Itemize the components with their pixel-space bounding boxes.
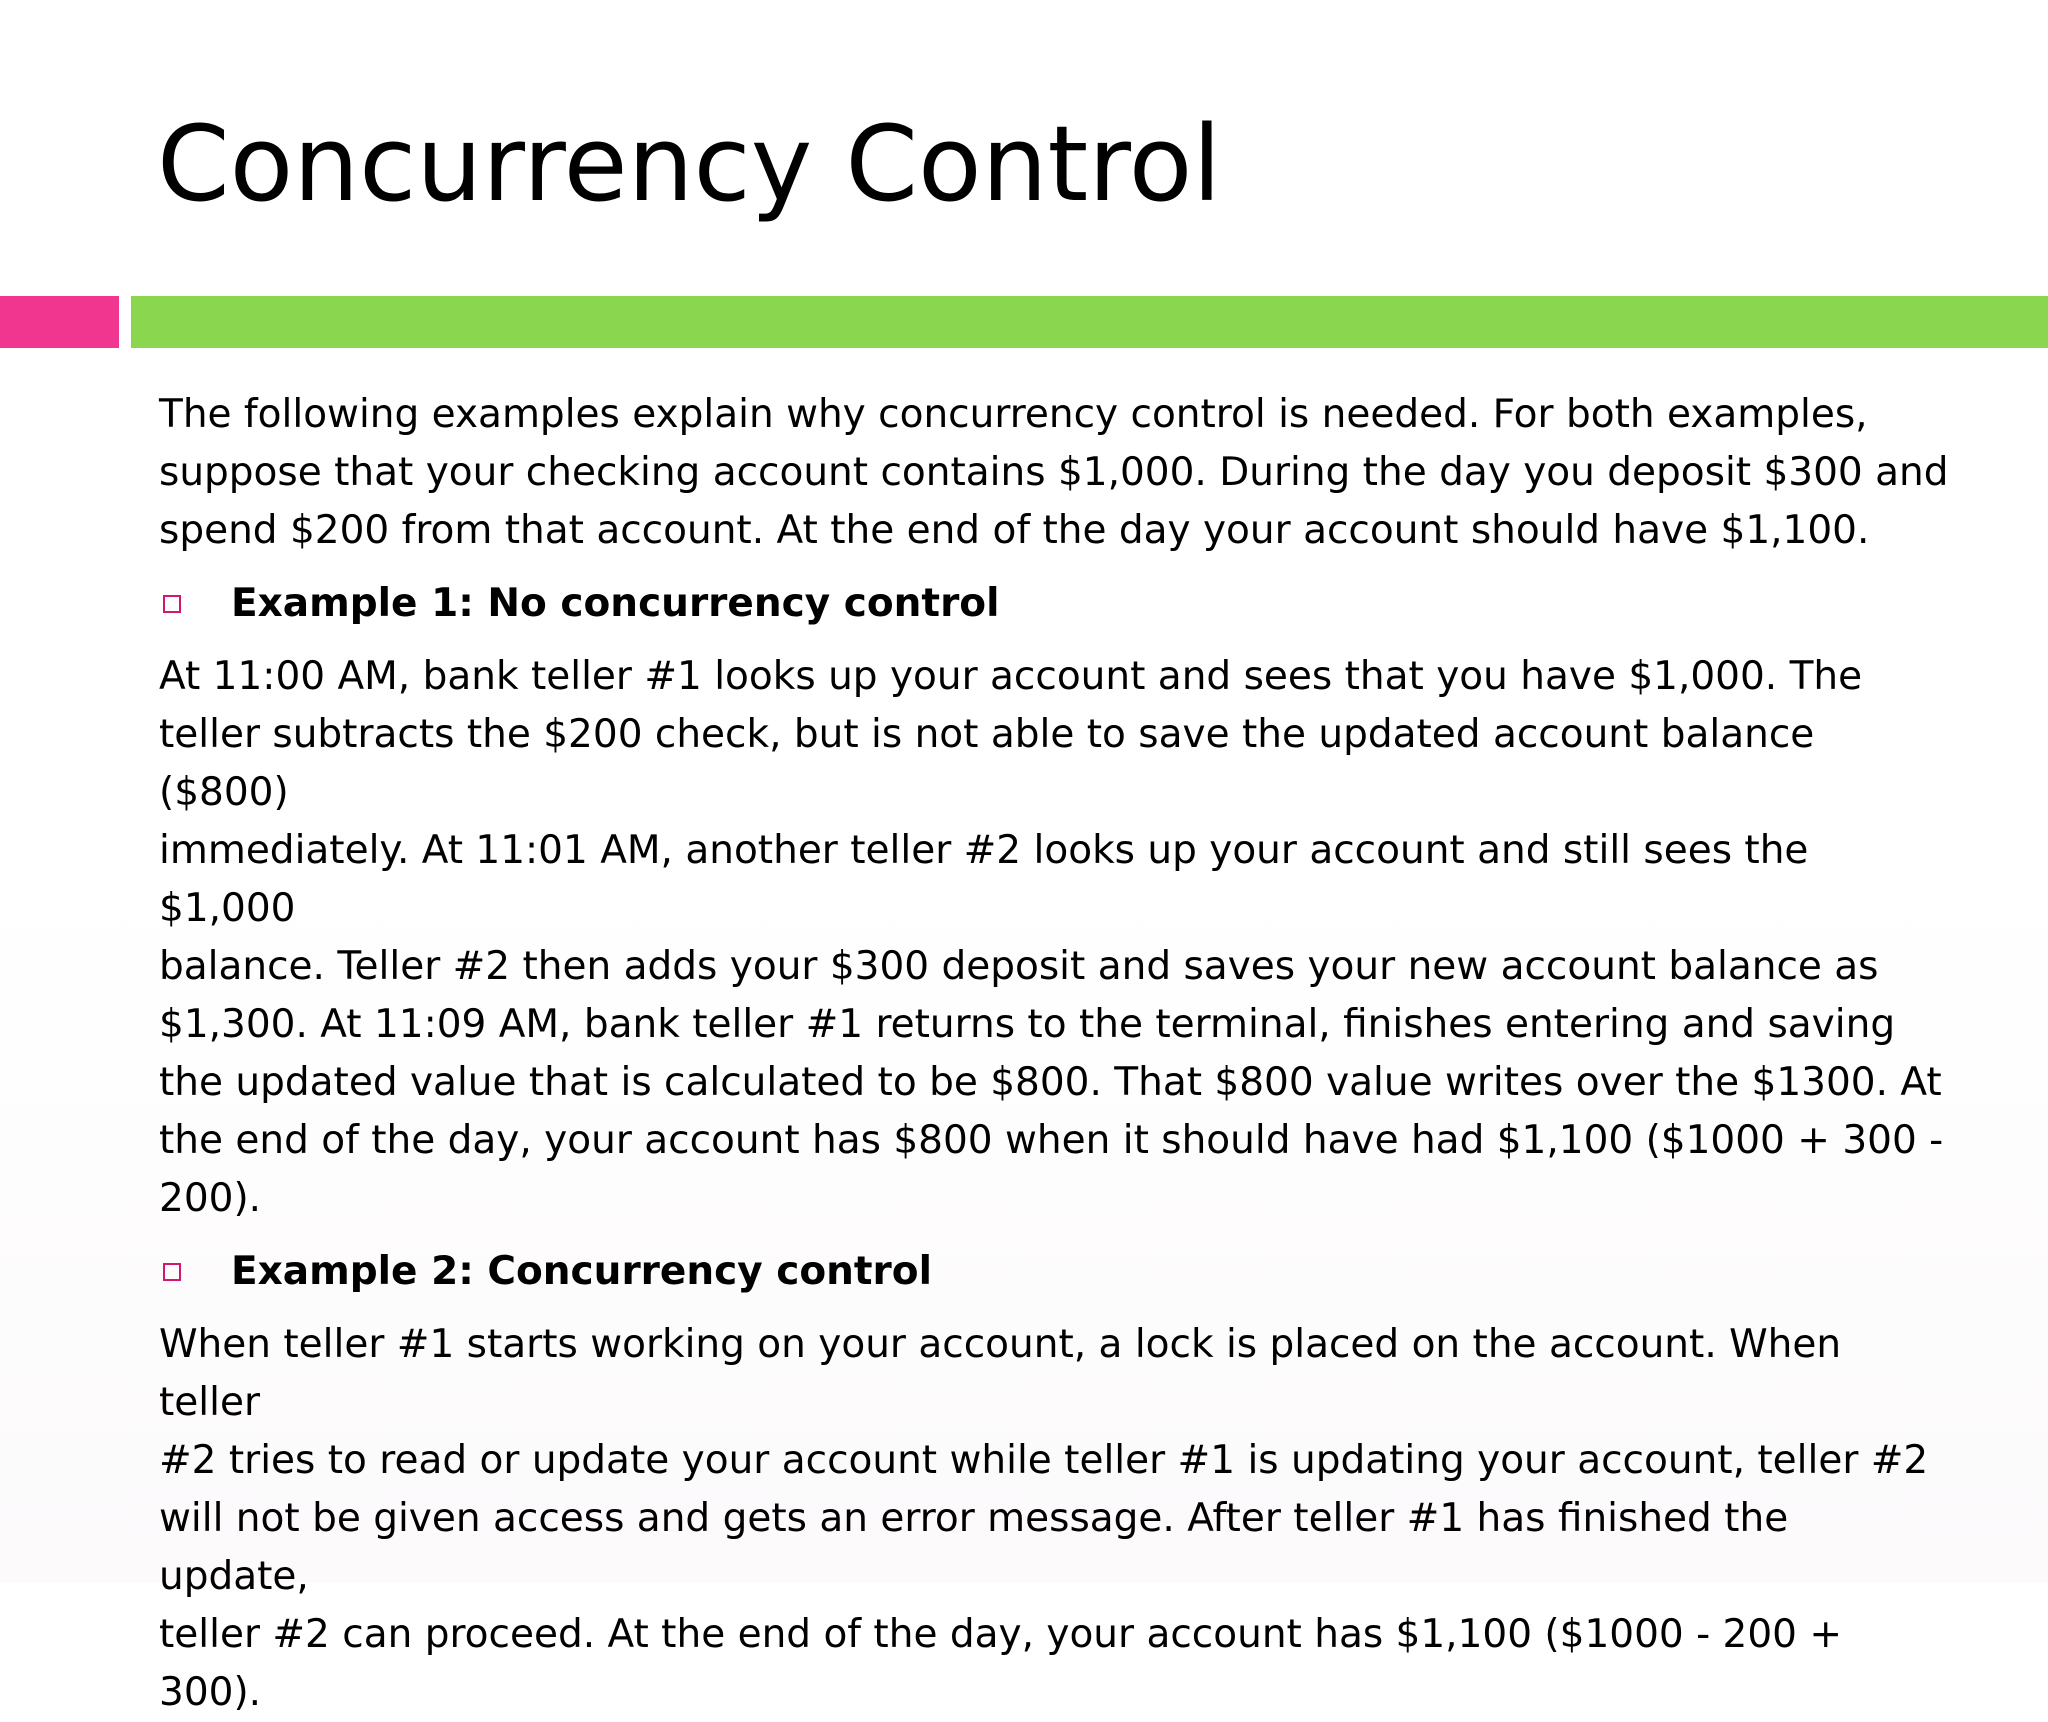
example2-paragraph	[159, 1316, 1949, 1722]
accent-bar-green	[131, 296, 2048, 348]
example1-heading: Example 1: No concurrency control	[231, 581, 1000, 626]
slide-body	[159, 386, 1949, 1722]
square-bullet-icon	[163, 595, 181, 613]
example1-line: immediately. At 11:01 AM, another teller #2 looks up your account and still sees the $1,000	[159, 828, 1809, 931]
example2-line: will not be given access and gets an error message. After teller #1 has finished the update,	[159, 1496, 1789, 1599]
intro-line: suppose that your checking account contains $1,000. During the day you deposit $300 and	[159, 450, 1949, 495]
intro-line: The following examples explain why concurrency control is needed. For both examples,	[159, 392, 1868, 437]
example1-line: teller subtracts the $200 check, but is not able to save the updated account balance ($800)	[159, 712, 1815, 815]
example1-line: the end of the day, your account has $800 when it should have had $1,100 ($1000 + 300 -	[159, 1118, 1944, 1163]
example1-line: $1,300. At 11:09 AM, bank teller #1 returns to the terminal, finishes entering and saving	[159, 1002, 1896, 1047]
intro-line: spend $200 from that account. At the end of the day your account should have $1,100.	[159, 508, 1870, 553]
example2-line: When teller #1 starts working on your account, a lock is placed on the account. When teller	[159, 1322, 1842, 1425]
example1-line: the updated value that is calculated to be $800. That $800 value writes over the $1300. At	[159, 1060, 1942, 1105]
example2-line: #2 tries to read or update your account while teller #1 is updating your account, teller #2	[159, 1438, 1929, 1483]
example1-bullet	[159, 575, 1949, 633]
example2-bullet	[159, 1243, 1949, 1301]
intro-paragraph	[159, 386, 1949, 560]
example2-line: teller #2 can proceed. At the end of the day, your account has $1,100 ($1000 - 200 +	[159, 1612, 1843, 1657]
example2-heading: Example 2: Concurrency control	[231, 1249, 932, 1294]
example1-line: balance. Teller #2 then adds your $300 deposit and saves your new account balance as	[159, 944, 1879, 989]
slide-title: Concurrency Control	[157, 103, 1222, 225]
example1-line: 200).	[159, 1176, 262, 1221]
accent-bar-pink	[0, 296, 119, 348]
example2-line: 300).	[159, 1670, 262, 1715]
example1-paragraph	[159, 648, 1949, 1228]
example1-line: At 11:00 AM, bank teller #1 looks up your account and sees that you have $1,000. The	[159, 654, 1863, 699]
square-bullet-icon	[163, 1263, 181, 1281]
